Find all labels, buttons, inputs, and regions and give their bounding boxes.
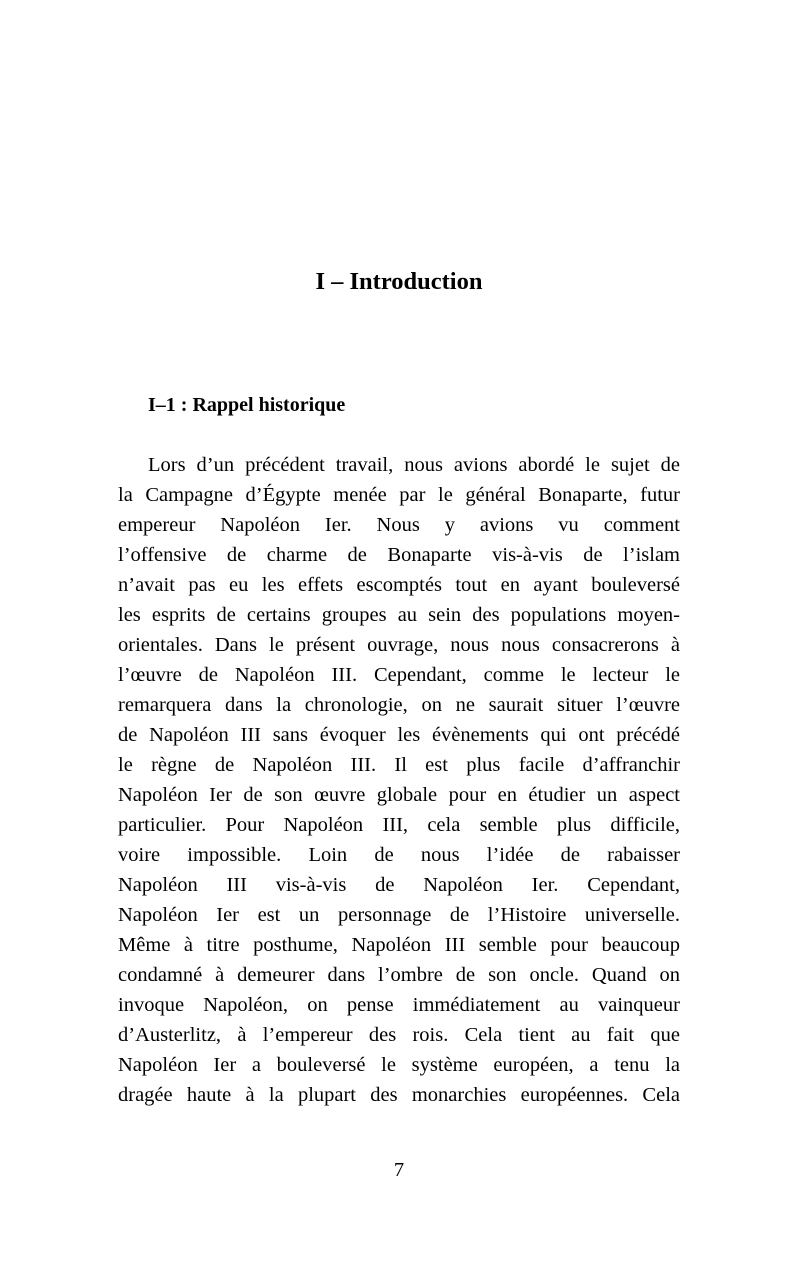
text-line: de Napoléon III sans évoquer les évènements qui ont précédé (118, 724, 680, 746)
text-line: particulier. Pour Napoléon III, cela semble plus difficile, (118, 814, 680, 836)
text-line: le règne de Napoléon III. Il est plus facile d’affranchir (118, 754, 680, 776)
text-line: condamné à demeurer dans l’ombre de son oncle. Quand on (118, 964, 680, 986)
text-line: Napoléon Ier est un personnage de l’Histoire universelle. (118, 904, 680, 926)
text-line: l’offensive de charme de Bonaparte vis-à-vis de l’islam (118, 544, 680, 566)
text-line: Même à titre posthume, Napoléon III semble pour beaucoup (118, 934, 680, 956)
text-line: les esprits de certains groupes au sein des populations moyen- (118, 604, 680, 626)
text-line: remarquera dans la chronologie, on ne saurait situer l’œuvre (118, 694, 680, 716)
text-line: la Campagne d’Égypte menée par le général Bonaparte, futur (118, 484, 680, 506)
text-line: invoque Napoléon, on pense immédiatement au vainqueur (118, 994, 680, 1016)
text-line: dragée haute à la plupart des monarchies européennes. Cela (118, 1084, 680, 1106)
text-line: voire impossible. Loin de nous l’idée de rabaisser (118, 844, 680, 866)
text-line: Lors d’un précédent travail, nous avions abordé le sujet de (148, 454, 680, 476)
text-line: empereur Napoléon Ier. Nous y avions vu comment (118, 514, 680, 536)
chapter-title: I – Introduction (315, 268, 483, 295)
page-number: 7 (393, 1159, 405, 1181)
text-line: n’avait pas eu les effets escomptés tout en ayant bouleversé (118, 574, 680, 596)
text-line: Napoléon Ier a bouleversé le système européen, a tenu la (118, 1054, 680, 1076)
text-line: Napoléon III vis-à-vis de Napoléon Ier. Cependant, (118, 874, 680, 896)
text-line: l’œuvre de Napoléon III. Cependant, comme le lecteur le (118, 664, 680, 686)
text-line: Napoléon Ier de son œuvre globale pour en étudier un aspect (118, 784, 680, 806)
section-heading: I–1 : Rappel historique (148, 394, 346, 416)
body-paragraph (118, 450, 680, 1110)
text-line: d’Austerlitz, à l’empereur des rois. Cela tient au fait que (118, 1024, 680, 1046)
text-line: orientales. Dans le présent ouvrage, nous nous consacrerons à (118, 634, 680, 656)
